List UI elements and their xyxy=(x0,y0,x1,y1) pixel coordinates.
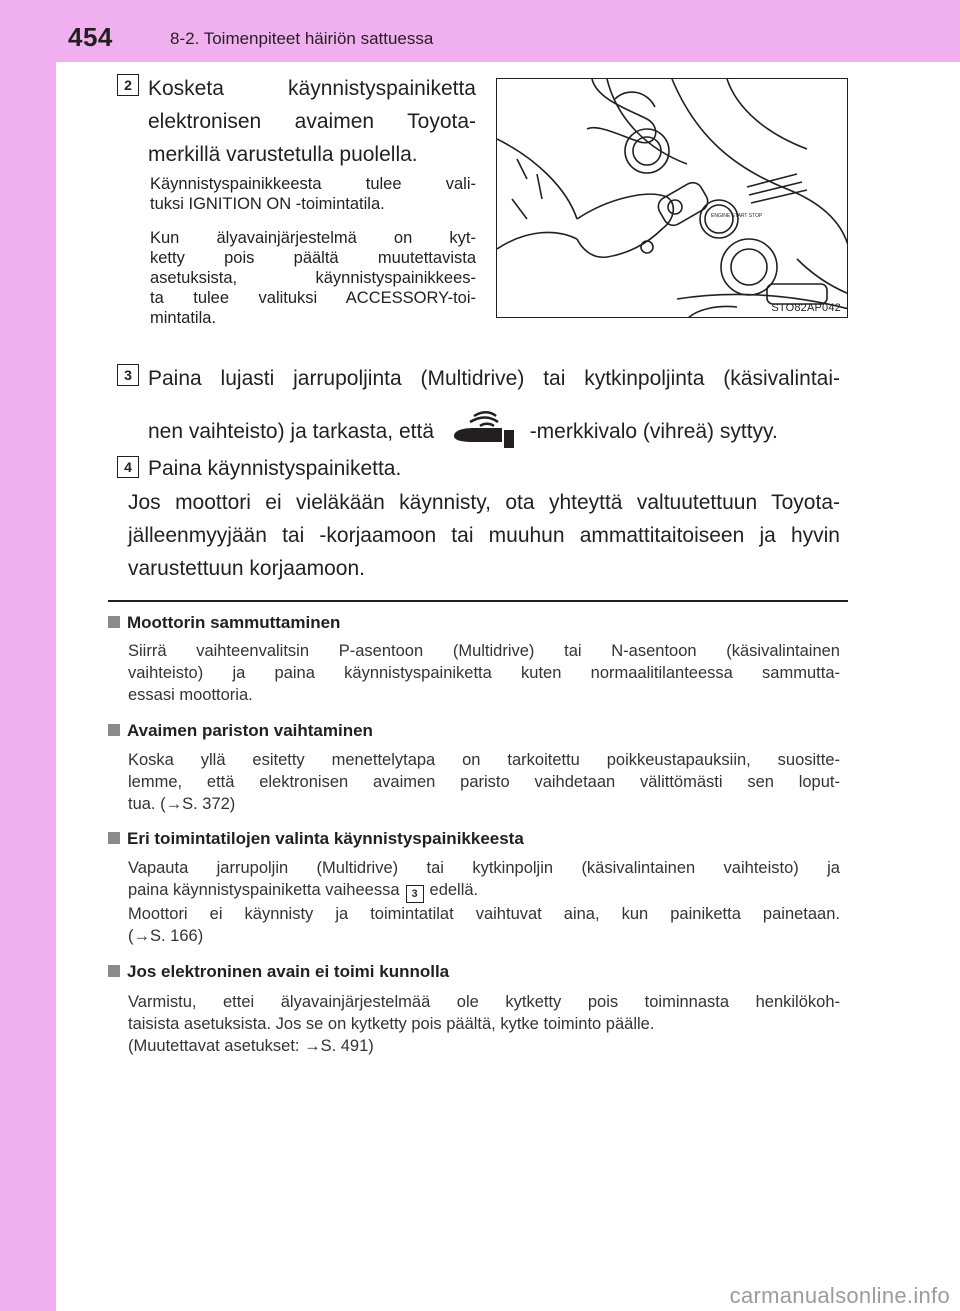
body-line: Moottori ei käynnisty ja toimintatilat vaihtuvat aina, kun painiketta painetaan. xyxy=(128,905,840,923)
section-body xyxy=(128,991,840,1057)
body-line: Siirrä vaihteenvalitsin P-asentoon (Multidrive) tai N-asentoon (käsivalintainen xyxy=(128,642,840,660)
body-line: essasi moottoria. xyxy=(128,686,253,704)
body-line: (→S. 166) xyxy=(128,927,204,945)
start-button-label: ENGINE START STOP xyxy=(711,213,763,219)
body-line: Vapauta jarrupoljin (Multidrive) tai kytkinpoljin (käsivalintainen vaihteisto) ja xyxy=(128,859,840,877)
step-3-line-2-before: nen vaihteisto) ja tarkasta, että xyxy=(148,420,434,443)
chapter-title: 8-2. Toimenpiteet häiriön sattuessa xyxy=(170,29,434,48)
body-line: Varmistu, ettei älyavainjärjestelmää ole kytketty pois toiminnasta henkilökoh- xyxy=(128,993,840,1011)
section-divider xyxy=(108,600,848,602)
step-2-line: Kosketa käynnistyspainiketta xyxy=(148,77,476,100)
body-line xyxy=(128,879,840,903)
page-number: 454 xyxy=(68,22,113,52)
step-2-line: merkillä varustetulla puolella. xyxy=(148,143,418,166)
step-4-line: Paina käynnistyspainiketta. xyxy=(148,457,402,480)
step-2-line: elektronisen avaimen Toyota- xyxy=(148,110,476,133)
para-line: varustettuun korjaamoon. xyxy=(128,557,365,580)
step-reference-tag: 3 xyxy=(406,885,424,903)
para-line: jälleenmyyjään tai -korjaamoon tai muuhun ammattitaitoiseen ja hyvin xyxy=(128,524,840,547)
step-4-tag: 4 xyxy=(117,456,139,478)
section-heading xyxy=(108,613,340,633)
body-line: taisista asetuksista. Jos se on kytketty pois päältä, kytke toiminto päälle. xyxy=(128,1015,655,1033)
body-line: Koska yllä esitetty menettelytapa on tarkoitettu poikkeustapauksiin, suositte- xyxy=(128,751,840,769)
step-2-text xyxy=(148,72,476,171)
step-2-note-2 xyxy=(150,228,476,328)
square-bullet-icon xyxy=(108,832,120,844)
section-heading xyxy=(108,829,524,849)
square-bullet-icon xyxy=(108,965,120,977)
step-4-paragraph xyxy=(128,486,840,585)
body-line: vaihteisto) ja paina käynnistyspainiketta kuten normaalitilanteessa sammutta- xyxy=(128,664,840,682)
section-heading xyxy=(108,962,449,982)
section-body xyxy=(128,857,840,947)
dashboard-hand-drawing xyxy=(497,79,848,318)
illustration-code: STO82AP042 xyxy=(771,302,841,314)
step-3-line-1: Paina lujasti jarrupoljinta (Multidrive) tai kytkinpoljinta (käsivalintai- xyxy=(148,367,840,390)
body-line: tua. (→S. 372) xyxy=(128,795,236,813)
step-3-line-2 xyxy=(148,410,848,450)
section-body xyxy=(128,749,840,815)
note-line: ketty pois päältä muutettavista xyxy=(150,249,476,267)
section-heading xyxy=(108,721,373,741)
note-line: Kun älyavainjärjestelmä on kyt- xyxy=(150,229,476,247)
note-line: ta tulee valituksi ACCESSORY-toi- xyxy=(150,289,476,307)
square-bullet-icon xyxy=(108,724,120,736)
step-2-tag: 2 xyxy=(117,74,139,96)
step-3-line-2-after: -merkkivalo (vihreä) syttyy. xyxy=(529,420,778,443)
section-title: Eri toimintatilojen valinta käynnistyspainikkeesta xyxy=(127,829,524,848)
note-line: Käynnistyspainikkeesta tulee vali- xyxy=(150,175,476,193)
watermark-link[interactable]: carmanualsonline.info xyxy=(729,1283,950,1308)
note-line: asetuksista, käynnistyspainikkees- xyxy=(150,269,476,287)
step-3-tag: 3 xyxy=(117,364,139,386)
note-line: mintatila. xyxy=(150,309,217,327)
body-line-text: paina käynnistyspainiketta vaiheessa xyxy=(128,881,400,899)
body-line: (Muutettavat asetukset: →S. 491) xyxy=(128,1037,374,1055)
key-indicator-icon xyxy=(450,410,518,450)
body-line: lemme, että elektronisen avaimen paristo vaihdetaan välittömästi sen loput- xyxy=(128,773,840,791)
square-bullet-icon xyxy=(108,616,120,628)
key-touch-illustration xyxy=(496,78,848,318)
body-line-text: edellä. xyxy=(429,881,479,899)
page-sidebar-band xyxy=(0,0,56,1311)
para-line: Jos moottori ei vieläkään käynnisty, ota yhteyttä valtuutettuun Toyota- xyxy=(128,491,840,514)
section-body xyxy=(128,640,840,706)
section-title: Avaimen pariston vaihtaminen xyxy=(127,721,373,740)
section-title: Jos elektroninen avain ei toimi kunnolla xyxy=(127,962,450,981)
note-line: tuksi IGNITION ON -toimintatila. xyxy=(150,195,385,213)
section-title: Moottorin sammuttaminen xyxy=(127,613,341,632)
step-2-note-1 xyxy=(150,174,476,214)
